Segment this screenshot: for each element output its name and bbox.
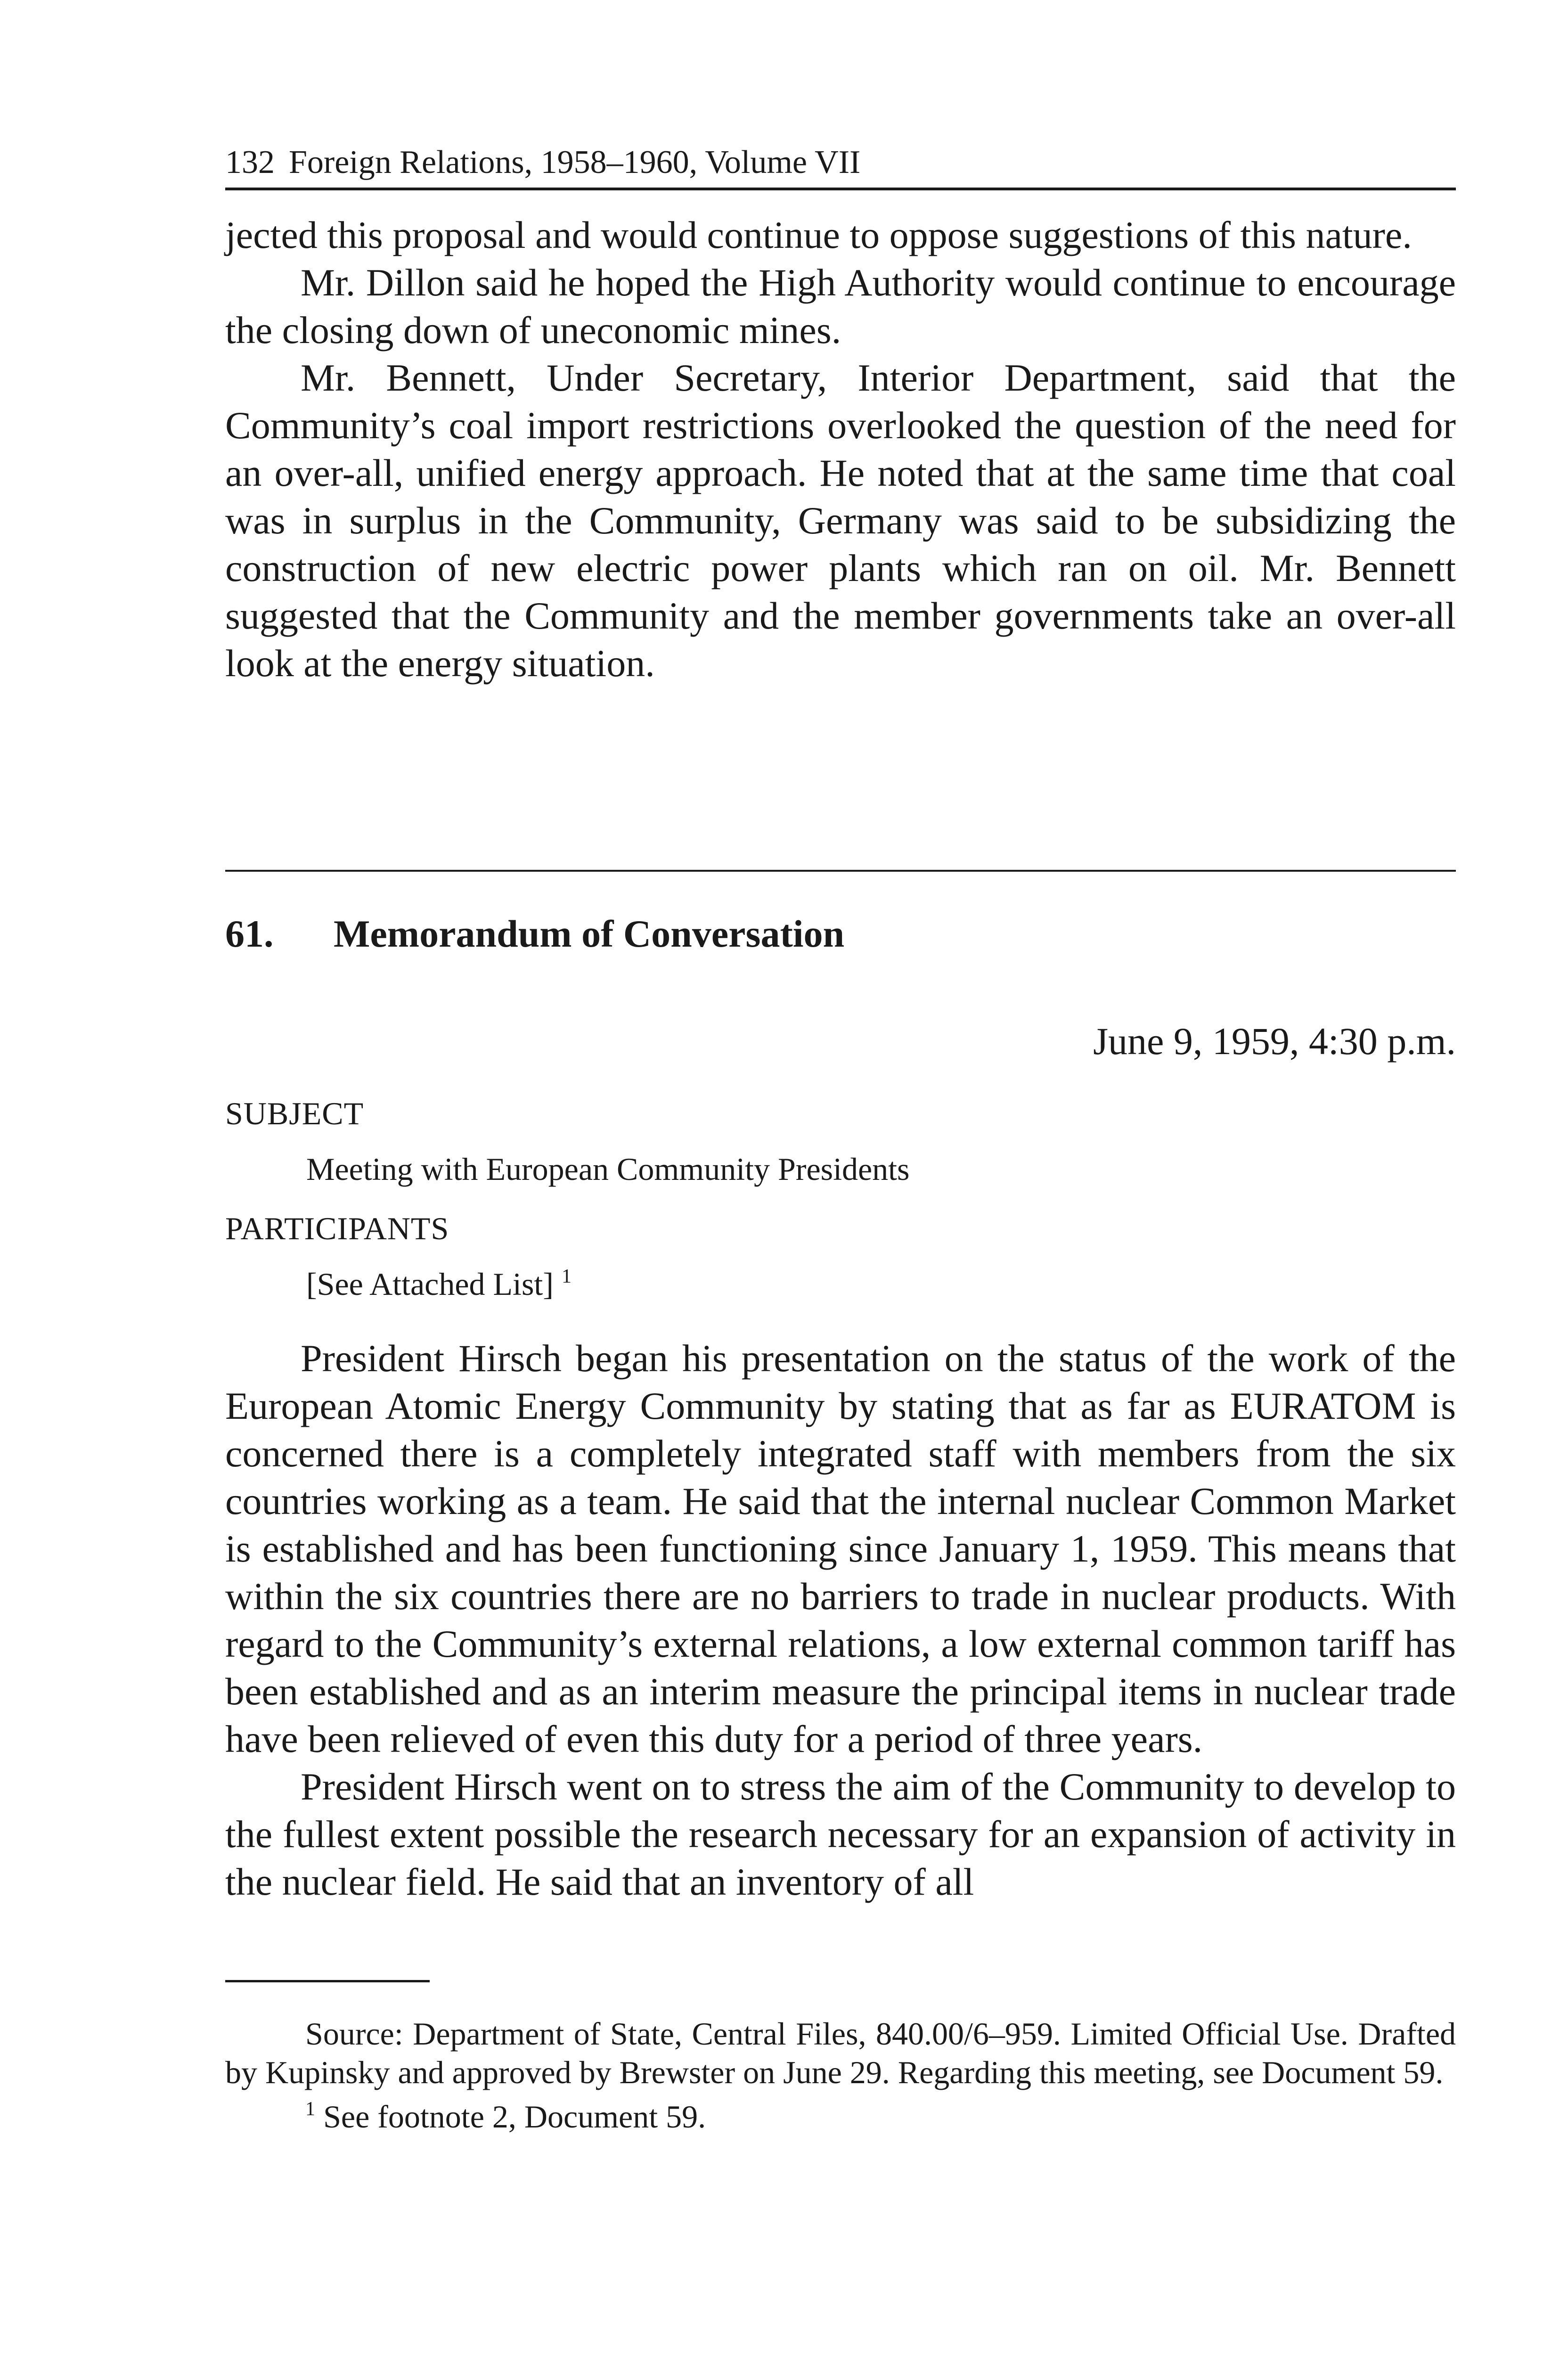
document-heading <box>225 910 1456 957</box>
continued-paragraph: jected this proposal and would continue to oppose suggestions of this nature. <box>225 213 1412 256</box>
document-page <box>225 141 1456 2136</box>
footnotes <box>225 2014 1456 2136</box>
subject-label: SUBJECT <box>225 1096 364 1131</box>
document-title: Memorandum of Conversation <box>334 912 845 955</box>
bennett-paragraph: Mr. Bennett, Under Secretary, Interior Department, said that the Community’s coal import restrictions overlooked the question of the need for an over-all, unified energy approach. He noted that at the same time that coal was in surplus in the Community, Germany was said to be subsidizing the construction of new electric power plants which ran on oil. Mr. Bennett suggested that the Community and the member governments take an over-all look at the energy situation. <box>225 356 1456 685</box>
document-date: June 9, 1959, 4:30 p.m. <box>1093 1020 1456 1063</box>
running-head <box>225 141 1456 184</box>
participants-label: PARTICIPANTS <box>225 1211 449 1246</box>
footnote-1-text: See footnote 2, Document 59. <box>315 2099 706 2135</box>
footnote-marker: 1 <box>561 1265 572 1287</box>
participants-text: [See Attached List] <box>306 1266 554 1302</box>
source-note: Source: Department of State, Central Files, 840.00/6–959. Limited Official Use. Drafted by Kupinsky and approved by Brewster on June 29. Regarding this meeting, see Document 59. <box>225 2016 1456 2090</box>
hirsch-paragraph-1: President Hirsch began his presentation on the status of the work of the European Atomic Energy Community by stating that as far as EURATOM is concerned there is a completely integrated staff with members from the six countries working as a team. He said that the internal nuclear Common Market is established and has been functioning since January 1, 1959. This means that within the six countries there are no barriers to trade in nuclear products. With regard to the Community’s external relations, a low external common tariff has been established and as an interim measure the principal items in nuclear trade have been relieved of even this duty for a period of three years. <box>225 1337 1456 1760</box>
section-divider <box>225 870 1456 872</box>
footnote-1-marker: 1 <box>305 2097 316 2120</box>
running-head-title: Foreign Relations, 1958–1960, Volume VII <box>289 144 861 180</box>
footnote-1 <box>225 2097 1456 2136</box>
participants-value <box>306 1264 1456 1304</box>
header-rule <box>225 188 1456 190</box>
subject-value: Meeting with European Community Presidents <box>306 1151 910 1187</box>
hirsch-paragraph-2: President Hirsch went on to stress the aim of the Community to develop to the fullest extent possible the research necessary for an expansion of activity in the nuclear field. He said that an inventory of all <box>225 1765 1456 1903</box>
document-number: 61. <box>225 912 274 955</box>
dillon-paragraph: Mr. Dillon said he hoped the High Authority would continue to encourage the closing down of uneconomic mines. <box>225 261 1456 352</box>
footnote-rule <box>225 1980 430 1982</box>
page-number: 132 <box>225 144 275 180</box>
